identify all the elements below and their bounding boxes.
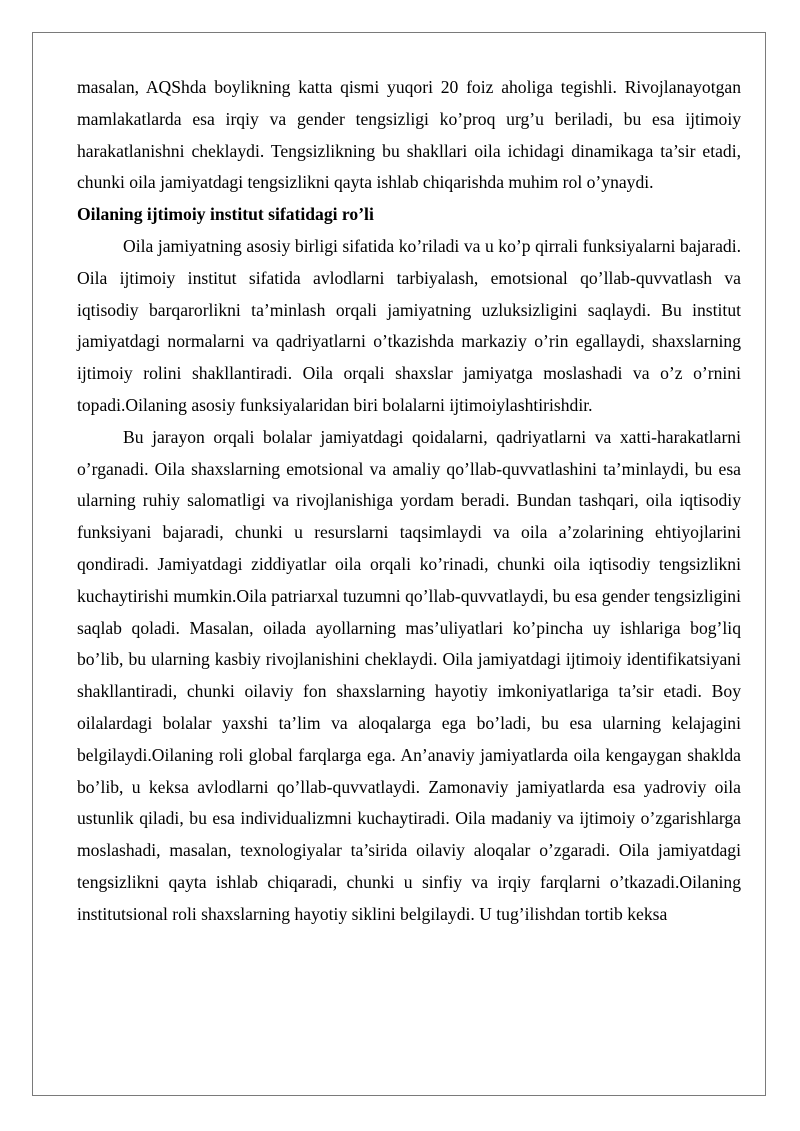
section-heading: Oilaning ijtimoiy institut sifatidagi ro’li (77, 204, 374, 225)
document-body (77, 72, 741, 931)
paragraph-socialization: Bu jarayon orqali bolalar jamiyatdagi qoidalarni, qadriyatlarni va xatti-harakatlarni o’rganadi. Oila shaxslarning emotsional va amaliy qo’llab-quvvatlashini ta’minlaydi, bu esa ularning ruhiy salomatligi va rivojlanishiga yordam beradi. Bundan tashqari, oila iqtisodiy funksiyani bajaradi, chunki u resurslarni taqsimlaydi va oila a’zolarining ehtiyojlarini qondiradi. Jamiyatdagi ziddiyatlar oila orqali ko’rinadi, chunki oila iqtisodiy tengsizlikni kuchaytirishi mumkin.Oila patriarxal tuzumni qo’llab-quvvatlaydi, bu esa gender tengsizligini saqlab qoladi. Masalan, oilada ayollarning mas’uliyatlari ko’pincha uy ishlariga bog’liq bo’lib, bu ularning kasbiy rivojlanishini cheklaydi. Oila jamiyatdagi ijtimoiy identifikatsiyani shakllantiradi, chunki oilaviy fon shaxslarning hayotiy imkoniyatlariga ta’sir etadi. Boy oilalardagi bolalar yaxshi ta’lim va aloqalarga ega bo’ladi, bu esa ularning kelajagini belgilaydi.Oilaning roli global farqlarga ega. An’anaviy jamiyatlarda oila kengaygan shaklda bo’lib, u keksa avlodlarni qo’llab-quvvatlaydi. Zamonaviy jamiyatlarda esa yadroviy oila ustunlik qiladi, bu esa individualizmni kuchaytiradi. Oila madaniy va ijtimoiy o’zgarishlarga moslashadi, masalan, texnologiyalar ta’sirida oilaviy aloqalar o’zgaradi. Oila jamiyatdagi tengsizlikni qayta ishlab chiqaradi, chunki u sinfiy va irqiy farqlarni o’tkazadi.Oilaning institutsional roli shaxslarning hayotiy siklini belgilaydi. U tug’ilishdan tortib keksa (77, 426, 741, 924)
paragraph-family-institution: Oila jamiyatning asosiy birligi sifatida ko’riladi va u ko’p qirrali funksiyalarni bajaradi. Oila ijtimoiy institut sifatida avlodlarni tarbiyalash, emotsional qo’llab-quvvatlash va iqtisodiy barqarorlikni ta’minlash orqali jamiyatning uzluksizligini saqlaydi. Bu institut jamiyatdagi normalarni va qadriyatlarni o’tkazishda markaziy o’rin egallaydi, shaxslarning ijtimoiy rolini shakllantiradi. Oila orqali shaxslar jamiyatga moslashadi va o’z o’rnini topadi.Oilaning asosiy funksiyalaridan biri bolalarni ijtimoiylashtirishdir. (77, 235, 741, 415)
paragraph-intro: masalan, AQShda boylikning katta qismi yuqori 20 foiz aholiga tegishli. Rivojlanayotgan mamlakatlarda esa irqiy va gender tengsizligi ko’proq urg’u beriladi, bu esa ijtimoiy harakatlanishni cheklaydi. Tengsizlikning bu shakllari oila ichidagi dinamikaga ta’sir etadi, chunki oila jamiyatdagi tengsizlikni qayta ishlab chiqarishda muhim rol o’ynaydi. (77, 77, 741, 193)
